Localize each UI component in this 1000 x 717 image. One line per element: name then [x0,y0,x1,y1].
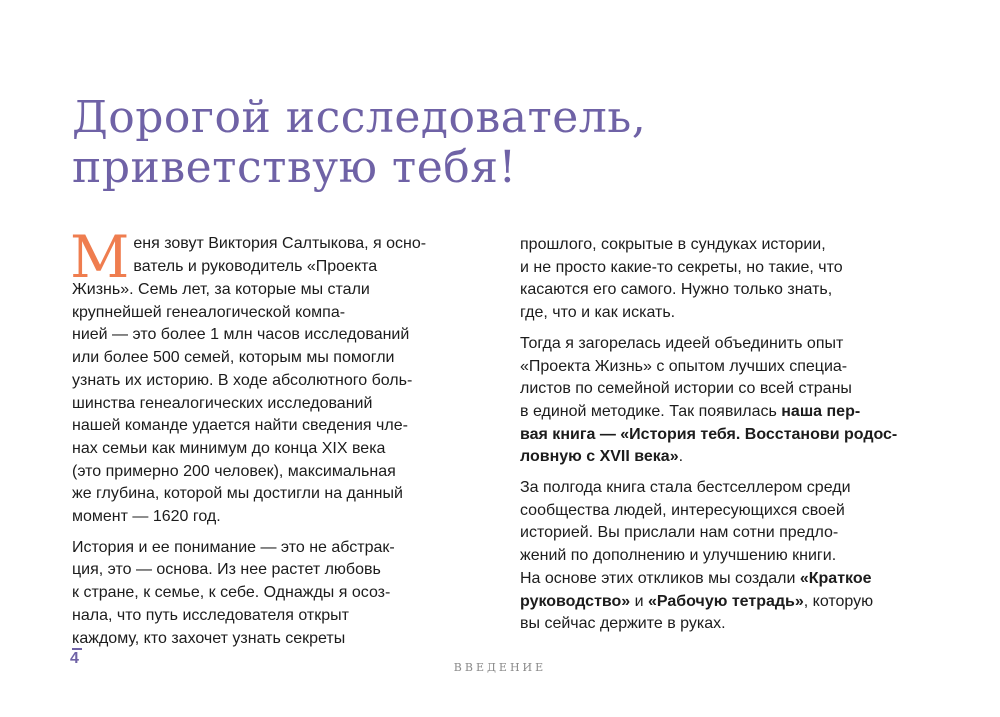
text-line: или более 500 семей, которым мы помогли [72,349,395,367]
text-line [520,591,900,614]
text-line: «Проекта Жизнь» с опытом лучших специа- [520,357,848,375]
right-paragraph-3 [520,477,900,636]
text-line: Жизнь». Семь лет, за которые мы стали [72,281,370,298]
text-line: каждому, кто захочет узнать секреты [72,629,346,647]
text-fragment: . [678,448,684,466]
guide-title-bold: руководство» [520,592,631,610]
text-line [520,424,900,447]
text-line: сообщества людей, интересующихся своей [520,501,845,519]
text-line: шинства генеалогических исследований [72,394,373,412]
text-line: ватель и руководитель «Проекта [133,257,378,275]
text-line: жений по дополнению и улучшению книги. [520,547,837,565]
text-line: где, что и как искать. [520,304,676,322]
text-line: вы сейчас держите в руках. [520,615,726,633]
text-line: крупнейшей генеалогической компа- [72,303,346,321]
text-line: и не просто какие-то секреты, но такие, что [520,258,843,276]
text-line [520,446,900,469]
text-line: нией — это более 1 млн часов исследований [72,326,410,344]
text-line: к стране, к семье, к себе. Однажды я осоз- [72,584,391,602]
section-title: ВВЕДЕНИЕ [453,661,547,674]
left-paragraph-2 [72,537,447,651]
text-line: Тогда я загорелась идеей объединить опыт [520,334,844,352]
heading-line-1: Дорогой исследователь, [72,92,647,143]
book-title-bold: наша пер- [781,402,861,420]
book-title-bold: вая книга — «История тебя. Восстанови родос- [520,425,898,443]
text-line: момент — 1620 год. [72,508,221,526]
text-line: историей. Вы прислали нам сотни предло- [520,524,839,542]
book-title-bold: ловную с XVII века» [520,448,679,466]
text-line: же глубина, которой мы достигли на данный [72,485,403,503]
text-line: ция, это — основа. Из нее растет любовь [72,561,381,579]
text-line: касаются его самого. Нужно только знать, [520,281,833,299]
text-line: нашей команде удается найти сведения чле- [72,417,408,435]
text-fragment: На основе этих откликов мы создали [520,569,800,587]
guide-title-bold: «Краткое [799,569,872,587]
text-line: За полгода книга стала бестселлером среди [520,479,851,497]
text-fragment: и [630,592,649,610]
right-paragraph-1 [520,234,900,325]
right-paragraph-2 [520,333,900,469]
drop-cap: М [70,223,130,291]
heading-line-2: приветствую тебя! [72,142,517,193]
text-line [520,568,900,591]
text-line: листов по семейной истории со всей страны [520,380,852,398]
text-line: еня зовут Виктория Салтыкова, я осно- [133,235,427,252]
text-fragment: , которую [803,592,874,610]
page-heading [72,93,932,193]
text-line: (это примерно 200 человек), максимальная [72,462,396,480]
left-paragraph-1 [70,223,447,529]
text-line [520,401,900,424]
text-line: узнать их историю. В ходе абсолютного боль- [72,371,413,389]
right-column [520,234,900,644]
page-number: 4 [70,650,79,667]
text-fragment: в единой методике. Так появилась [520,402,782,420]
text-line: нах семьи как минимум до конца XIX века [72,439,386,457]
text-line: нала, что путь исследователя открыт [72,606,349,624]
left-column [70,223,447,658]
workbook-title-bold: «Рабочую тетрадь» [648,592,804,610]
text-line: прошлого, сокрытые в сундуках истории, [520,236,826,253]
text-line: История и ее понимание — это не абстрак- [72,538,395,556]
